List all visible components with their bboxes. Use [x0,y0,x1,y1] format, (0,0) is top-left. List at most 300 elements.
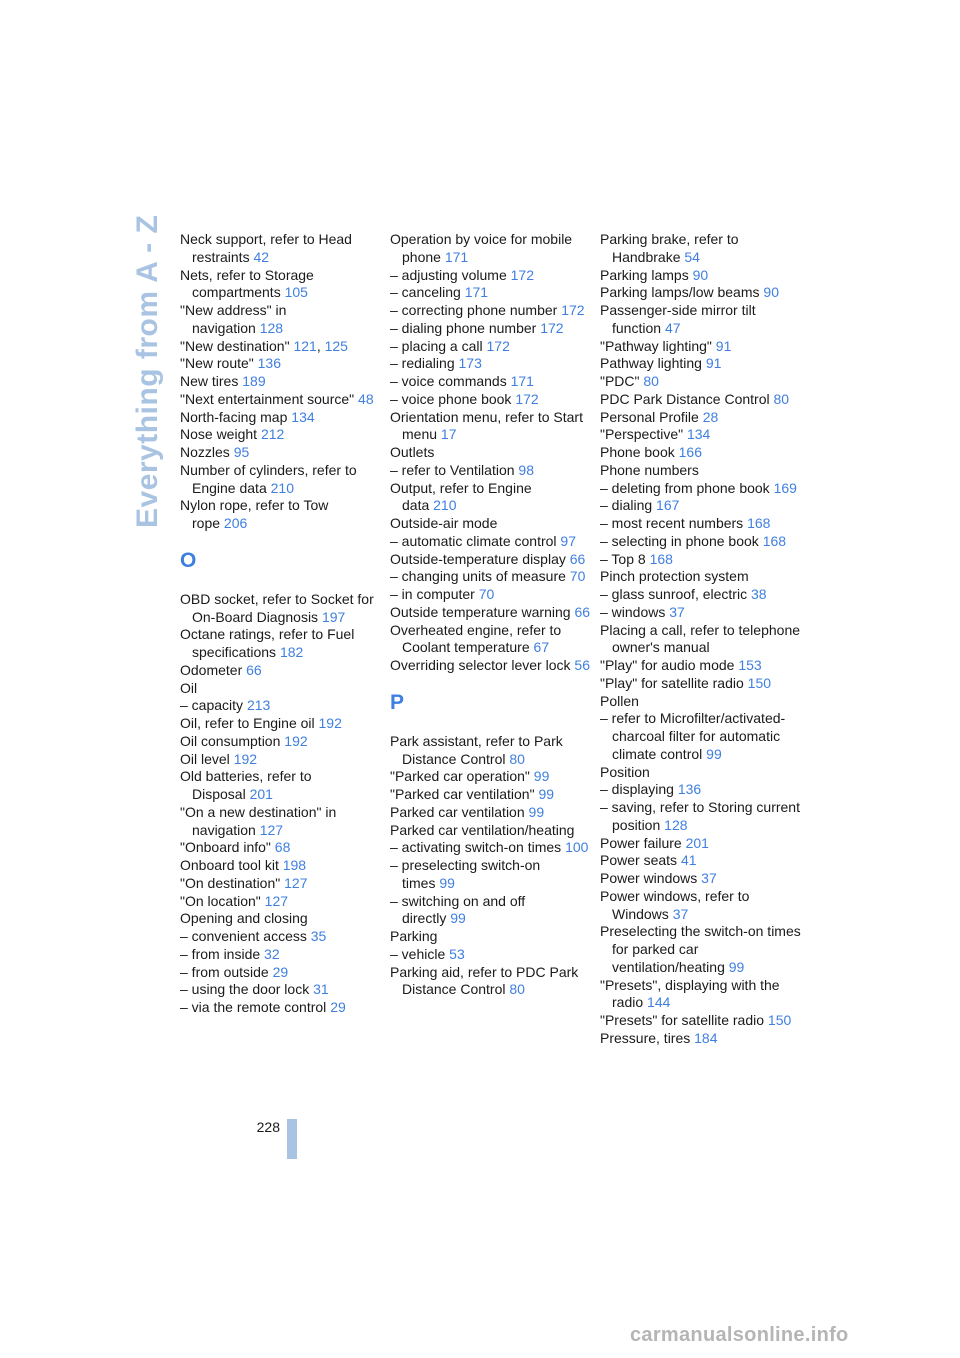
page-reference-link[interactable]: 17 [440,426,457,443]
index-entry [390,964,590,1000]
index-column-2 [390,231,590,999]
page-reference-link[interactable]: 134 [686,426,711,443]
index-entry [180,426,380,444]
entry-text: – windows [600,603,666,620]
page-reference-link[interactable]: 127 [264,892,289,909]
page-reference-link[interactable]: 54 [684,248,700,265]
entry-text: – switching on and off directly [390,892,526,927]
index-entry [600,622,805,658]
entry-text: – voice phone book [390,390,512,407]
page-reference-link[interactable]: 99 [450,910,466,927]
entry-text: Pathway lighting [600,355,702,372]
entry-text: – changing units of measure [390,568,566,585]
page-reference-link[interactable]: 166 [678,444,702,460]
index-entry [390,444,590,462]
entry-text: Pollen [600,692,639,709]
index-entry [180,409,380,427]
entry-text: Overriding selector lever lock [390,657,571,673]
index-entry [390,515,590,533]
page-reference-link[interactable]: 66 [246,661,262,678]
index-entry [600,675,805,693]
page-reference-link[interactable]: 29 [330,999,346,1015]
index-entry [180,768,380,804]
index-entry [600,462,805,480]
index-entry [600,568,805,586]
index-entry [180,267,380,303]
entry-text: Number of cylinders, refer to Engine data [180,461,357,496]
index-entry [390,822,590,840]
page-reference-link[interactable]: 171 [464,284,489,301]
index-entry [600,231,805,267]
entry-text: Pinch protection system [600,568,749,585]
index-entry [390,857,590,893]
index-column-3 [600,231,805,1048]
index-entry [180,680,380,698]
index-entry [180,444,380,462]
entry-text: Octane ratings, refer to Fuel specifications [180,626,355,660]
page-reference-link[interactable]: 38 [750,586,767,602]
index-entry [600,302,805,338]
entry-text: Position [600,763,650,780]
entry-text: Pressure, tires [600,1029,691,1046]
page-reference-link[interactable]: 210 [270,479,294,496]
entry-text: "Perspective" [600,426,684,443]
index-entry [600,373,805,391]
page-reference-link[interactable]: 168 [762,532,787,549]
index-entry [180,751,380,769]
page-reference-link[interactable]: 150 [747,674,772,691]
index-entry [600,693,805,711]
entry-text: Outside temperature warning [390,603,571,620]
index-entry [600,977,805,1013]
index-entry [390,786,590,804]
index-entry [180,497,380,533]
index-entry [600,852,805,870]
index-entry [390,733,590,769]
page-reference-link[interactable]: 171 [444,248,469,265]
page-reference-link[interactable]: 150 [767,1012,792,1028]
entry-text: – preselecting switch-on times [390,857,541,891]
entry-text: – redialing [390,355,455,372]
index-entry [600,781,805,799]
entry-text: Placing a call, refer to telephone owner's manual [600,621,801,656]
entry-text: – most recent numbers [600,515,744,531]
entry-text: Personal Profile [600,408,699,425]
entry-text: Parking lamps/low beams [600,284,760,301]
index-entry [180,626,380,662]
index-entry [390,231,590,267]
entry-text: Parking lamps [600,266,689,283]
entry-text: "Parked car operation" [390,768,530,785]
index-entry [180,302,380,338]
index-entry [390,338,590,356]
side-title [128,214,168,528]
page-reference-link[interactable]: 184 [694,1029,718,1046]
page-reference-link[interactable]: 128 [259,319,284,336]
entry-text: Oil [180,679,198,696]
page-reference-link[interactable]: 37 [669,603,685,620]
entry-text: Oil, refer to Engine oil [180,715,315,731]
page-reference-link[interactable]: 144 [647,994,671,1011]
page-reference-link[interactable]: 35 [310,928,327,944]
page-reference-link[interactable]: 134 [291,408,315,425]
entry-text: – refer to Microfilter/activated-charcoal filter for automatic climate control [600,710,786,762]
page-reference-link[interactable]: 213 [246,697,271,714]
entry-text: Parking brake, refer to Handbrake [600,231,739,265]
index-entry [600,551,805,569]
entry-text: Parking [390,928,438,944]
entry-text: Parking aid, refer to PDC Park Distance Control [390,963,579,998]
index-entry [600,267,805,285]
index-entry [180,839,380,857]
index-column-1 [180,231,380,1017]
page-reference-link[interactable]: 90 [763,284,779,301]
entry-text: Oil level [180,750,230,767]
index-entry [600,480,805,498]
page-reference-link[interactable]: 67 [533,639,550,656]
entry-text: Passenger-side mirror tilt function [600,302,756,336]
entry-text: "Presets", displaying with the radio [600,976,780,1011]
entry-text: "On location" [180,892,261,909]
entry-text: "Pathway lighting" [600,337,712,354]
index-entry [600,888,805,924]
page-reference-link[interactable]: 172 [510,266,534,283]
page-reference-link[interactable]: 189 [242,373,266,389]
entry-text: "Parked car ventilation" [390,786,535,802]
index-entry [180,981,380,999]
index-entry [180,928,380,946]
page-reference-link[interactable]: 172 [561,302,585,318]
index-entry [390,804,590,822]
entry-text: Output, refer to Engine data [390,479,532,514]
page-reference-link[interactable]: 127 [284,874,308,891]
index-entry [180,946,380,964]
index-entry [390,604,590,622]
page-reference-link[interactable]: 53 [449,945,465,962]
entry-text: – displaying [600,781,674,798]
page-reference-link[interactable]: 80 [509,750,525,767]
page-reference-link[interactable]: 192 [233,750,258,767]
entry-text: Nozzles [180,444,230,460]
entry-text: Outside-temperature display [390,550,566,567]
index-entry [390,768,590,786]
index-entry [180,804,380,840]
entry-text: – adjusting volume [390,266,507,283]
index-entry [390,267,590,285]
entry-text: Park assistant, refer to Park Distance Control [390,732,563,767]
entry-text: Orientation menu, refer to Start menu [390,408,583,443]
page-reference-link[interactable]: 99 [538,786,555,802]
page-reference-link[interactable]: 212 [260,426,285,443]
page-reference-link[interactable]: 172 [486,337,510,354]
entry-text: – deleting from phone book [600,479,770,496]
entry-text: Neck support, refer to Head restraints [180,231,352,265]
page-reference-link[interactable]: 31 [313,981,329,998]
index-entry [180,715,380,733]
entry-text: – selecting in phone book [600,532,759,549]
entry-text: Power windows [600,870,698,886]
page-reference-link[interactable]: 47 [664,319,681,336]
index-entry [180,964,380,982]
index-entry [180,893,380,911]
page-reference-link[interactable]: 192 [318,715,342,731]
entry-text: – activating switch-on times [390,839,562,856]
entry-text: – saving, refer to Storing current position [600,799,800,833]
page-reference-link[interactable]: 125 [324,337,348,354]
page-reference-link[interactable]: 197 [321,608,346,625]
entry-text: – canceling [390,284,461,301]
page-reference-link[interactable]: 105 [284,284,308,301]
page-reference-link[interactable]: 80 [643,373,659,389]
index-entry [180,231,380,267]
entry-text: Nose weight [180,426,258,443]
entry-text: – refer to Ventilation [390,461,515,478]
entry-text: North-facing map [180,408,288,425]
index-entry [180,462,380,498]
page-reference-link[interactable]: 37 [672,905,689,922]
page-reference-link[interactable]: 198 [282,857,307,873]
entry-text: "Onboard info" [180,839,271,856]
entry-text: "On a new destination" in navigation [180,803,337,838]
page-reference-link[interactable]: 66 [569,550,586,567]
entry-text: Phone book [600,444,675,460]
page-reference-link[interactable]: 68 [274,839,291,856]
entry-text: Power windows, refer to Windows [600,887,750,922]
entry-text: Parked car ventilation [390,803,525,820]
index-entry [600,444,805,462]
index-entry [600,338,805,356]
index-entry [390,373,590,391]
page-reference-link[interactable]: 173 [458,355,482,372]
entry-text: – convenient access [180,928,307,944]
entry-text: – placing a call [390,337,483,354]
index-entry [390,409,590,445]
entry-text: Preselecting the switch-on times for parked car ventilation/heating [600,923,801,975]
entry-text: – from inside [180,945,261,962]
index-entry [600,586,805,604]
entry-text: – in computer [390,586,475,602]
entry-text: "Next entertainment source" [180,390,355,407]
entry-text: – capacity [180,697,244,714]
index-entry [180,875,380,893]
entry-text: Outside-air mode [390,515,498,531]
entry-text: – dialing phone number [390,319,537,336]
page-reference-link[interactable]: 169 [773,479,797,496]
page-reference-link[interactable]: 100 [565,839,589,856]
entry-text: Odometer [180,661,243,678]
page-reference-link[interactable]: 98 [518,461,534,478]
index-entry [180,662,380,680]
entry-text: PDC Park Distance Control [600,390,770,407]
page-reference-link[interactable]: 128 [664,816,688,833]
page-reference-link[interactable]: 206 [223,515,248,531]
index-entry [390,928,590,946]
section-heading: P [390,690,405,714]
entry-text: – vehicle [390,945,446,962]
page-reference-link[interactable]: 37 [701,870,717,886]
page-reference-link[interactable]: 32 [264,945,280,962]
page-reference-link[interactable]: 136 [257,355,281,372]
index-entry [390,391,590,409]
page-reference-link[interactable]: 167 [656,497,680,514]
entry-text: Operation by voice for mobile phone [390,231,573,265]
index-entry [390,657,590,675]
entry-text: – via the remote control [180,999,327,1015]
index-entry [390,533,590,551]
entry-text: Parked car ventilation/heating [390,821,575,838]
page-reference-link[interactable]: 99 [728,958,745,975]
index-entry [390,586,590,604]
entry-text: "On destination" [180,874,281,891]
entry-text: – from outside [180,963,269,980]
index-entry [390,893,590,929]
page-reference-link[interactable]: 99 [439,874,455,891]
page-reference-link[interactable]: 29 [272,963,289,980]
entry-text: – automatic climate control [390,532,557,549]
entry-text: Nets, refer to Storage compartments [180,266,314,301]
entry-text: Power failure [600,834,682,851]
index-entry [180,999,380,1017]
section-heading: O [180,548,197,572]
page-reference-link[interactable]: 48 [358,390,374,407]
page-reference-link[interactable]: 90 [692,266,709,283]
index-entry [600,533,805,551]
side-title-text: Everything from A - Z [131,214,164,528]
index-entry [600,657,805,675]
entry-text: – correcting phone number [390,302,558,318]
index-entry [600,426,805,444]
index-entry [600,515,805,533]
page-reference-link[interactable]: 95 [233,444,250,460]
page-reference-link[interactable]: 168 [649,550,673,567]
index-entry [600,409,805,427]
index-entry [180,373,380,391]
index-entry [600,391,805,409]
index-entry [180,857,380,875]
index-entry [390,462,590,480]
entry-text: OBD socket, refer to Socket for On-Board Diagnosis [180,590,374,625]
entry-text: Oil consumption [180,732,281,749]
page-reference-link[interactable]: 28 [702,408,719,425]
index-entry [600,870,805,888]
entry-text: Old batteries, refer to Disposal [180,768,312,802]
page-reference-link[interactable]: 70 [569,568,586,585]
page-reference-link[interactable]: 168 [747,515,771,531]
page-reference-link[interactable]: 121 [293,337,317,354]
entry-text: Phone numbers [600,461,699,478]
page-reference-link[interactable]: 80 [773,390,790,407]
index-entry [390,839,590,857]
page-reference-link[interactable]: 99 [706,745,722,762]
entry-text: "New destination" [180,337,290,354]
page-reference-link[interactable]: 56 [574,657,590,673]
index-entry [600,799,805,835]
index-entry [180,338,380,356]
entry-text: Outlets [390,444,435,460]
entry-text: "Play" for audio mode [600,657,735,673]
page-reference-link[interactable]: 66 [574,603,591,620]
page-reference-link[interactable]: 136 [677,781,702,798]
page-reference-link[interactable]: 91 [705,355,722,372]
entry-text: – voice commands [390,373,507,389]
page-reference-link[interactable]: 172 [515,390,539,407]
entry-text: Overheated engine, refer to Coolant temperature [390,621,562,656]
entry-text: – glass sunroof, electric [600,586,748,602]
index-entry [600,355,805,373]
index-entry [390,551,590,569]
index-entry [390,302,590,320]
page-reference-link[interactable]: 127 [259,821,284,838]
page-reference-link[interactable]: 182 [279,644,304,660]
index-entry [600,284,805,302]
entry-text: "PDC" [600,373,640,389]
page-reference-link[interactable]: 41 [680,852,697,869]
index-entry [180,733,380,751]
index-entry [180,391,380,409]
index-entry [600,923,805,976]
page-reference-link[interactable]: 97 [560,532,576,549]
index-entry [390,568,590,586]
entry-text: Onboard tool kit [180,857,279,873]
index-entry [390,946,590,964]
index-entry [390,355,590,373]
page-number: 228 [256,1119,280,1135]
index-entry [600,1030,805,1048]
index-entry [390,284,590,302]
entry-text: – dialing [600,497,653,514]
index-entry [180,591,380,627]
watermark: carmanualsonline.info [630,1324,849,1346]
index-entry [600,710,805,763]
page-reference-link[interactable]: 201 [249,786,273,802]
index-entry [600,604,805,622]
index-entry [390,480,590,516]
entry-text: – Top 8 [600,550,646,567]
page-reference-link[interactable]: 99 [533,768,550,785]
page-reference-link[interactable]: 171 [510,373,534,389]
entry-text: "New address" in navigation [180,302,287,336]
page-reference-link[interactable]: 91 [715,337,732,354]
index-entry [600,835,805,853]
index-entry [390,622,590,658]
page-reference-link[interactable]: 201 [685,834,709,851]
entry-text: Power seats [600,852,678,869]
index-entry [180,355,380,373]
page-reference-link[interactable]: 192 [284,732,308,749]
page-reference-link[interactable]: 210 [433,497,457,514]
index-entry [600,1012,805,1030]
entry-text: "Play" for satellite radio [600,674,744,691]
index-entry [180,910,380,928]
entry-text: Opening and closing [180,910,308,927]
page-reference-link[interactable]: 172 [540,319,564,336]
entry-text: "Presets" for satellite radio [600,1012,765,1028]
entry-text: "New route" [180,355,254,372]
page-reference-link[interactable]: 70 [478,586,495,602]
entry-text: Nylon rope, refer to Tow rope [180,497,329,531]
page-reference-link[interactable]: 42 [253,248,270,265]
index-entry [390,320,590,338]
index-entry [180,697,380,715]
page-reference-link[interactable]: 80 [509,981,525,998]
page-reference-link[interactable]: 99 [528,803,545,820]
page-reference-link[interactable]: 153 [738,657,762,673]
ref-separator: , [316,337,325,354]
entry-text: – using the door lock [180,981,310,998]
index-entry [600,497,805,515]
index-entry [600,764,805,782]
entry-text: New tires [180,373,239,389]
